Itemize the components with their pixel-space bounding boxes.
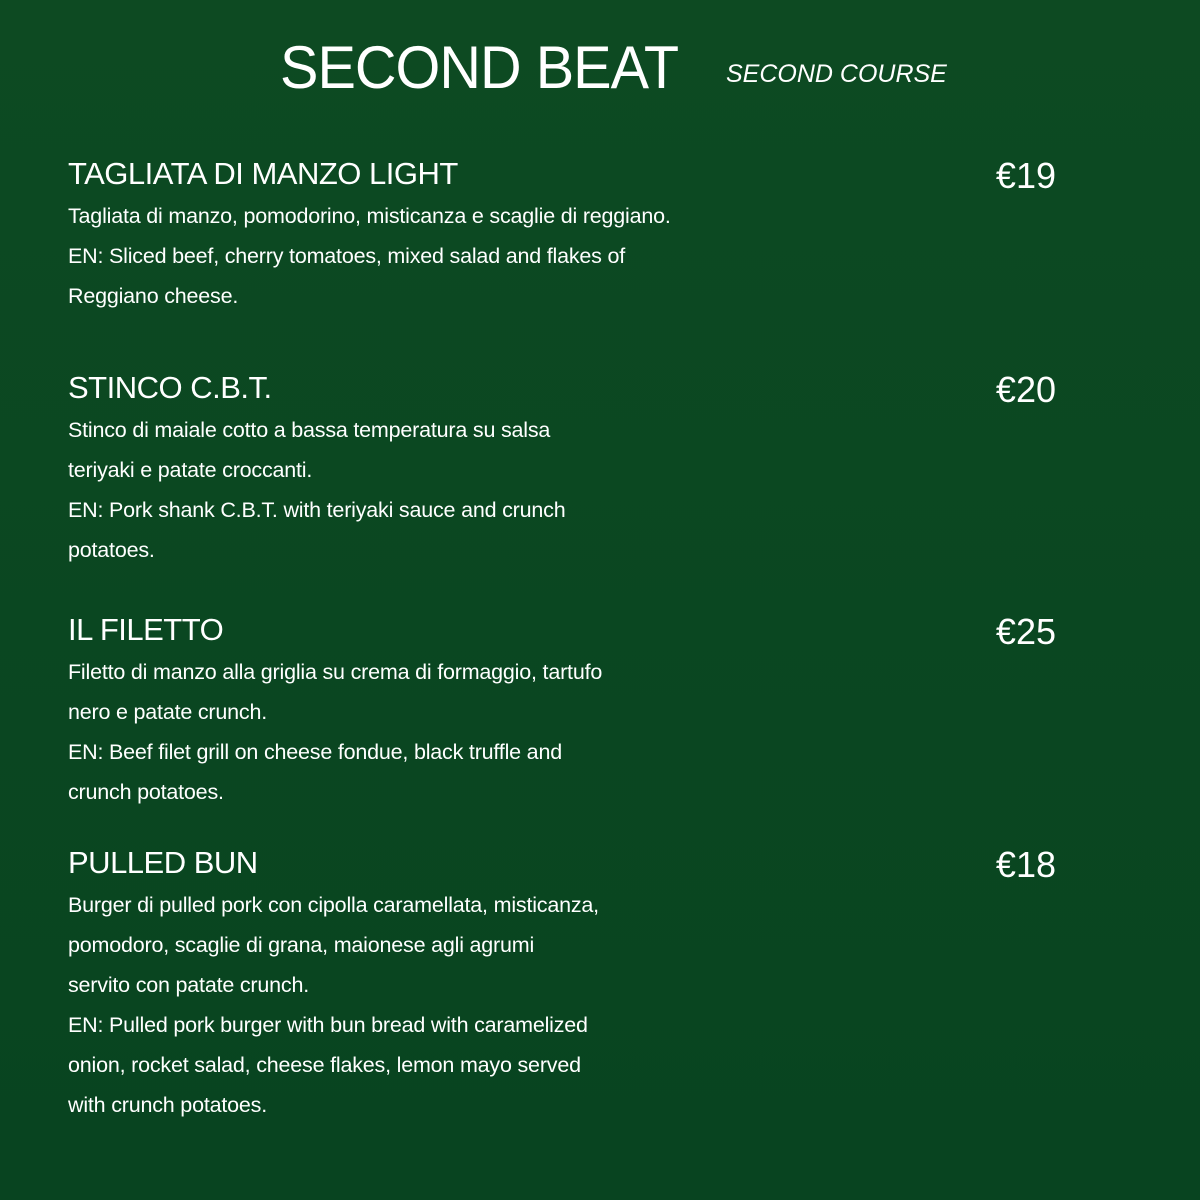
menu-item-filetto (68, 612, 1068, 812)
menu-item-price: €20 (995, 369, 1056, 410)
page-title: SECOND BEAT (280, 34, 679, 101)
menu-item-price: €25 (995, 611, 1056, 652)
description-line: EN: Pork shank C.B.T. with teriyaki sauce and crunch (68, 498, 566, 522)
menu-item-name: STINCO C.B.T. (68, 370, 272, 405)
description-line: Stinco di maiale cotto a bassa temperatura su salsa (68, 418, 551, 442)
description-line: EN: Pulled pork burger with bun bread with caramelized (68, 1013, 588, 1037)
description-line: Burger di pulled pork con cipolla caramellata, misticanza, (68, 893, 599, 917)
menu-item-stinco (68, 370, 1068, 570)
menu-item-name: IL FILETTO (68, 612, 224, 647)
menu-item-description (68, 410, 1068, 570)
menu-item-price: €18 (995, 844, 1056, 885)
menu-item-name: PULLED BUN (68, 845, 258, 880)
description-line: Reggiano cheese. (68, 284, 239, 308)
description-line: EN: Sliced beef, cherry tomatoes, mixed salad and flakes of (68, 244, 626, 268)
description-line: with crunch potatoes. (68, 1093, 267, 1117)
description-line: onion, rocket salad, cheese flakes, lemon mayo served (68, 1053, 581, 1077)
description-line: pomodoro, scaglie di grana, maionese agli agrumi (68, 933, 535, 957)
menu-item-tagliata (68, 156, 1068, 316)
description-line: nero e patate crunch. (68, 700, 267, 724)
description-line: EN: Beef filet grill on cheese fondue, black truffle and (68, 740, 562, 764)
description-line: teriyaki e patate croccanti. (68, 458, 313, 482)
description-line: potatoes. (68, 538, 155, 562)
menu-item-price: €19 (995, 155, 1056, 196)
description-line: servito con patate crunch. (68, 973, 309, 997)
menu-item-name: TAGLIATA DI MANZO LIGHT (68, 156, 458, 191)
menu-header (0, 36, 1200, 106)
menu-item-pulled-bun (68, 845, 1068, 1125)
description-line: Filetto di manzo alla griglia su crema di formaggio, tartufo (68, 660, 603, 684)
description-line: Tagliata di manzo, pomodorino, misticanza e scaglie di reggiano. (68, 204, 671, 228)
menu-item-description (68, 196, 1068, 316)
page-subtitle: SECOND COURSE (726, 60, 947, 88)
menu-item-description (68, 885, 1068, 1125)
description-line: crunch potatoes. (68, 780, 224, 804)
menu-item-description (68, 652, 1068, 812)
